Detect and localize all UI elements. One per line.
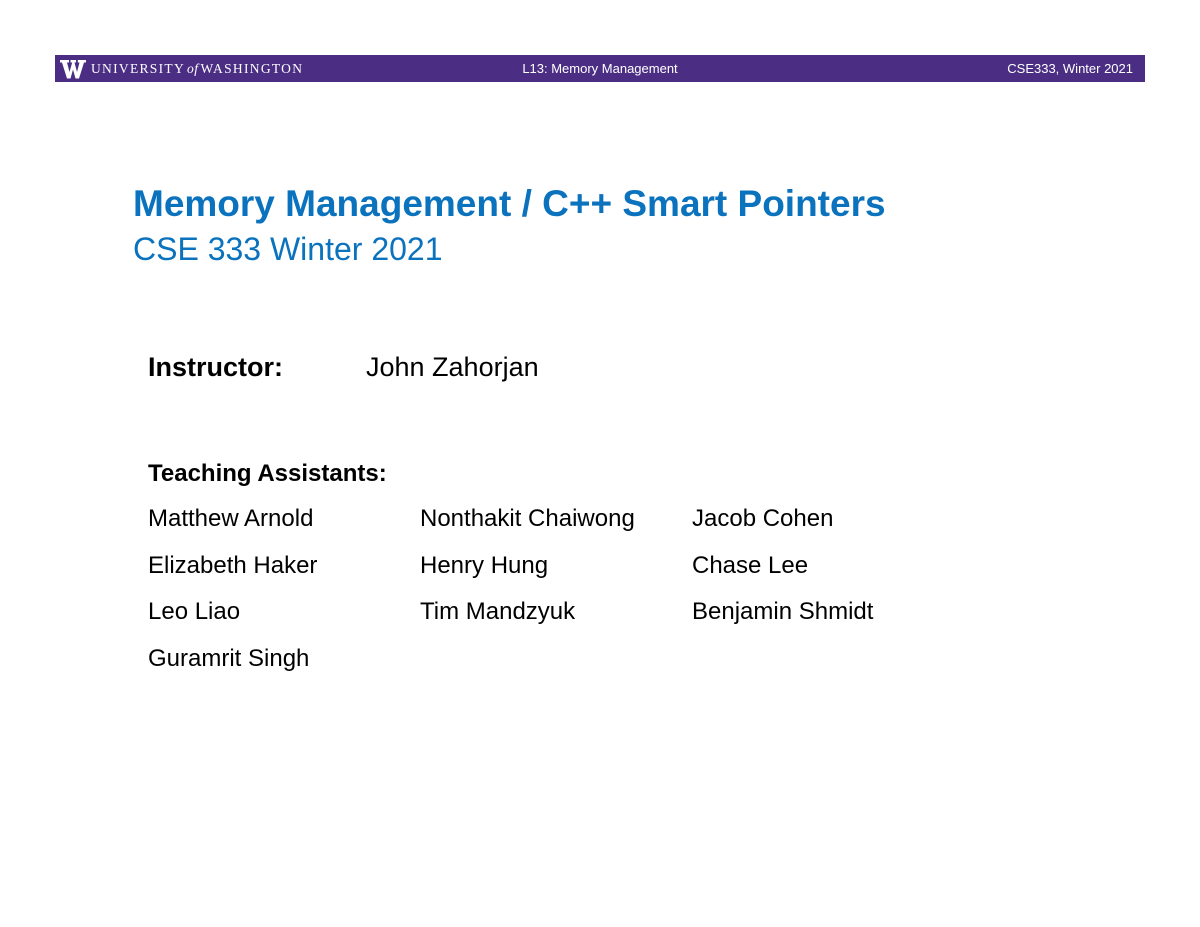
- lecture-title: L13: Memory Management: [522, 61, 678, 76]
- ta-name: Nonthakit Chaiwong: [420, 505, 635, 532]
- course-term: CSE333, Winter 2021: [1007, 61, 1133, 76]
- teaching-assistants-label: Teaching Assistants:: [148, 460, 387, 487]
- ta-name: Guramrit Singh: [148, 644, 310, 672]
- instructor-label: Instructor:: [148, 352, 283, 382]
- ta-name: Benjamin Shmidt: [692, 598, 874, 625]
- ta-name: Chase Lee: [692, 551, 809, 579]
- teaching-assistants-list: [148, 505, 964, 691]
- ta-name: Henry Hung: [420, 551, 549, 579]
- slide-subtitle: CSE 333 Winter 2021: [133, 231, 443, 267]
- header-bar: [55, 55, 1145, 82]
- slide-title: Memory Management / C++ Smart Pointers: [133, 183, 886, 224]
- ta-name: Jacob Cohen: [692, 505, 834, 532]
- ta-name: Tim Mandzyuk: [420, 598, 576, 625]
- ta-name: Elizabeth Haker: [148, 551, 318, 579]
- ta-name: Leo Liao: [148, 598, 241, 625]
- ta-name: Matthew Arnold: [148, 505, 314, 532]
- university-wordmark: UNIVERSITY of WASHINGTON: [91, 60, 304, 76]
- instructor-name: John Zahorjan: [366, 352, 539, 382]
